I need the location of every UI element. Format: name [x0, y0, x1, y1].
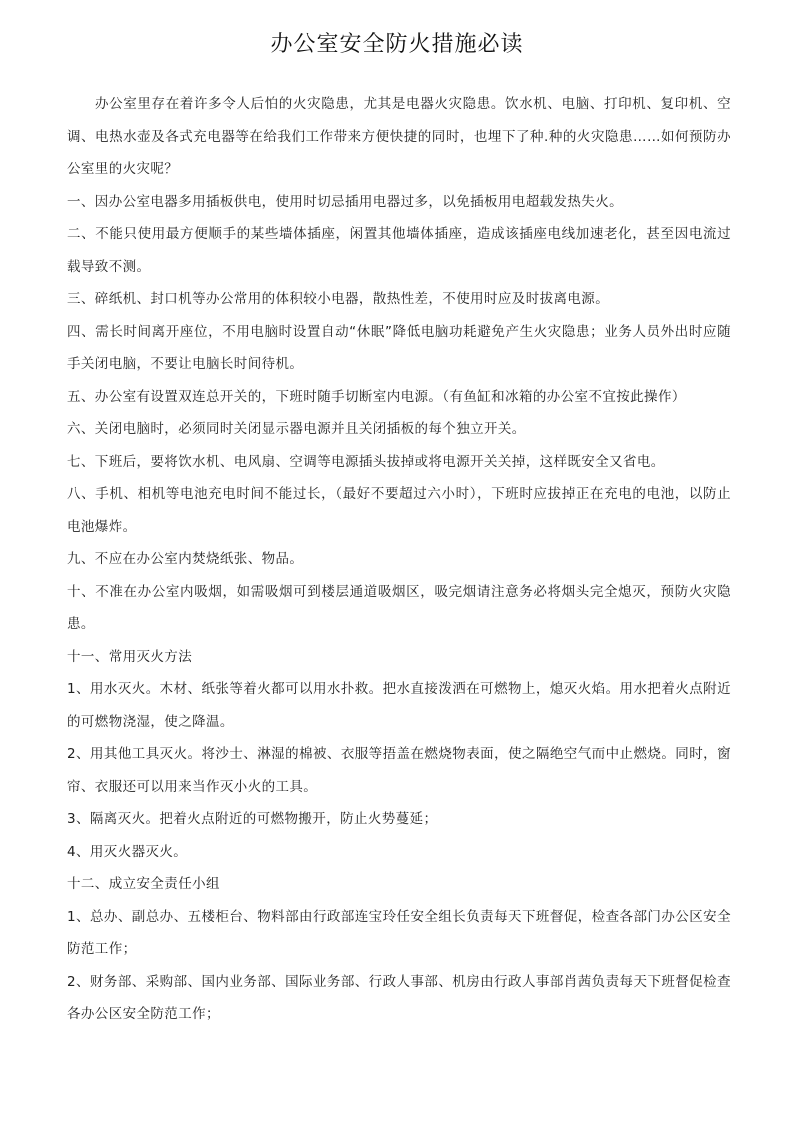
- method-paragraph-1: 1、用水灭火。木材、纸张等着火都可以用水扑救。把水直接泼洒在可燃物上，熄灭火焰。用水把着火点附近的可燃物浇湿，使之降温。: [67, 681, 731, 730]
- rule-paragraph-7: 七、下班后，要将饮水机、电风扇、空调等电源插头拔掉或将电源开关关掉，这样既安全又省电。: [67, 453, 665, 470]
- rule-paragraph-1: 一、因办公室电器多用插板供电，使用时切忌插用电器过多，以免插板用电超载发热失火。: [67, 193, 623, 210]
- rule-paragraph-6: 六、关闭电脑时，必须同时关闭显示器电源并且关闭插板的每个独立开关。: [67, 421, 526, 437]
- method-paragraph-3: 3、隔离灭火。把着火点附近的可燃物搬开，防止火势蔓延；: [67, 811, 438, 827]
- rule-paragraph-2: 二、不能只使用最方便顺手的某些墙体插座，闲置其他墙体插座，造成该插座电线加速老化，甚至因电流过载导致不测。: [67, 226, 731, 275]
- rule-paragraph-8: 八、手机、相机等电池充电时间不能过长，（最好不要超过六小时），下班时应拔掉正在充电的电池，以防止电池爆炸。: [67, 486, 731, 535]
- page-title: 办公室安全防火措施必读: [270, 32, 524, 57]
- rule-paragraph-4: 四、需长时间离开座位，不用电脑时设置自动“休眠”降低电脑功耗避免产生火灾隐患；业务人员外出时应随手关闭电脑，不要让电脑长时间待机。: [67, 323, 731, 372]
- section-heading-fire-methods: 十一、常用灭火方法: [67, 648, 193, 665]
- document-body: [67, 88, 731, 1031]
- rule-paragraph-3: 三、碎纸机、封口机等办公常用的体积较小电器，散热性差，不使用时应及时拔离电源。: [67, 291, 610, 307]
- section-heading-safety-team: 十二、成立安全责任小组: [67, 876, 220, 892]
- method-paragraph-2: 2、用其他工具灭火。将沙士、淋湿的棉被、衣服等捂盖在燃烧物表面，使之隔绝空气而中止燃烧。同时，窗帘、衣服还可以用来当作灭小火的工具。: [67, 746, 731, 795]
- team-paragraph-2: 2、财务部、采购部、国内业务部、国际业务部、行政人事部、机房由行政人事部肖茜负责每天下班督促检查各办公区安全防范工作；: [67, 973, 731, 1022]
- method-paragraph-4: 4、用灭火器灭火。: [67, 843, 188, 860]
- intro-paragraph: 办公室里存在着许多令人后怕的火灾隐患，尤其是电器火灾隐患。饮水机、电脑、打印机、复印机、空调、电热水壶及各式充电器等在给我们工作带来方便快捷的同时，也埋下了种.种的火灾隐患……如何预防办公室里的火灾呢？: [67, 96, 731, 177]
- rule-paragraph-9: 九、不应在办公室内焚烧纸张、物品。: [67, 551, 304, 567]
- rule-paragraph-10: 十、不准在办公室内吸烟，如需吸烟可到楼层通道吸烟区，吸完烟请注意务必将烟头完全熄灭，预防火灾隐患。: [67, 583, 731, 632]
- rule-paragraph-5: 五、办公室有设置双连总开关的，下班时随手切断室内电源。（有鱼缸和冰箱的办公室不宜按此操作）: [67, 388, 686, 405]
- team-paragraph-1: 1、总办、副总办、五楼柜台、物料部由行政部连宝玲任安全组长负责每天下班督促，检查各部门办公区安全防范工作；: [67, 908, 731, 957]
